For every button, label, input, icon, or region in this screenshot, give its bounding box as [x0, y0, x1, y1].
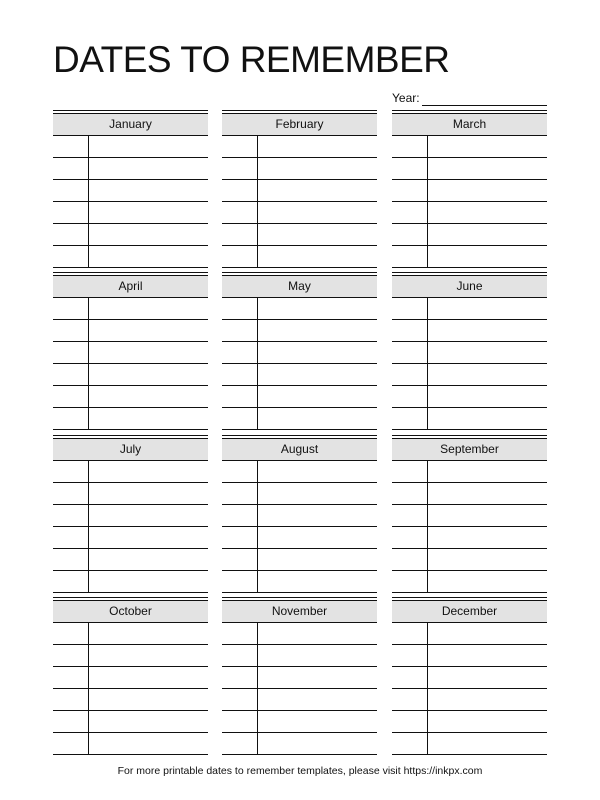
- note-cell[interactable]: [90, 246, 208, 267]
- date-cell[interactable]: [53, 180, 89, 201]
- date-cell[interactable]: [53, 320, 89, 341]
- date-cell[interactable]: [392, 483, 428, 504]
- note-cell[interactable]: [90, 461, 208, 482]
- month-block-february: [222, 113, 377, 268]
- date-row: [222, 136, 377, 158]
- date-cell[interactable]: [222, 461, 258, 482]
- month-block-december: [392, 600, 547, 755]
- note-cell[interactable]: [259, 408, 377, 429]
- date-row: [53, 158, 208, 180]
- date-row: [53, 320, 208, 342]
- date-cell[interactable]: [222, 483, 258, 504]
- date-cell[interactable]: [53, 408, 89, 429]
- note-cell[interactable]: [429, 364, 547, 385]
- date-row: [392, 202, 547, 224]
- date-row: [222, 711, 377, 733]
- date-row: [222, 549, 377, 571]
- date-cell[interactable]: [392, 711, 428, 732]
- date-row: [53, 408, 208, 430]
- month-block-october: [53, 600, 208, 755]
- date-row: [392, 549, 547, 571]
- date-row: [53, 623, 208, 645]
- date-row: [392, 527, 547, 549]
- note-cell[interactable]: [90, 571, 208, 592]
- note-cell[interactable]: [90, 364, 208, 385]
- date-cell[interactable]: [53, 733, 89, 754]
- month-header: February: [222, 113, 377, 136]
- date-row: [392, 733, 547, 755]
- date-cell[interactable]: [53, 645, 89, 666]
- note-cell[interactable]: [259, 667, 377, 688]
- note-cell[interactable]: [90, 298, 208, 319]
- month-header: July: [53, 438, 208, 461]
- month-block-september: [392, 438, 547, 593]
- note-cell[interactable]: [259, 320, 377, 341]
- note-cell[interactable]: [90, 136, 208, 157]
- month-header: May: [222, 275, 377, 298]
- date-row: [222, 483, 377, 505]
- note-cell[interactable]: [90, 733, 208, 754]
- note-cell[interactable]: [259, 549, 377, 570]
- note-cell[interactable]: [429, 386, 547, 407]
- note-cell[interactable]: [259, 505, 377, 526]
- date-row: [222, 202, 377, 224]
- note-cell[interactable]: [429, 711, 547, 732]
- note-cell[interactable]: [90, 645, 208, 666]
- note-cell[interactable]: [90, 527, 208, 548]
- date-cell[interactable]: [53, 571, 89, 592]
- note-cell[interactable]: [259, 689, 377, 710]
- date-cell[interactable]: [392, 298, 428, 319]
- date-cell[interactable]: [53, 461, 89, 482]
- note-cell[interactable]: [259, 202, 377, 223]
- note-cell[interactable]: [259, 386, 377, 407]
- date-cell[interactable]: [392, 505, 428, 526]
- note-cell[interactable]: [429, 483, 547, 504]
- date-row: [222, 224, 377, 246]
- note-cell[interactable]: [429, 246, 547, 267]
- note-cell[interactable]: [90, 386, 208, 407]
- note-cell[interactable]: [90, 483, 208, 504]
- date-cell[interactable]: [222, 733, 258, 754]
- month-block-july: [53, 438, 208, 593]
- month-block-june: [392, 275, 547, 430]
- note-cell[interactable]: [259, 645, 377, 666]
- month-block-april: [53, 275, 208, 430]
- note-cell[interactable]: [429, 224, 547, 245]
- date-row: [53, 298, 208, 320]
- date-row: [222, 320, 377, 342]
- date-row: [53, 364, 208, 386]
- note-cell[interactable]: [90, 549, 208, 570]
- date-row: [53, 571, 208, 593]
- date-cell[interactable]: [53, 483, 89, 504]
- month-header: October: [53, 600, 208, 623]
- date-row: [392, 711, 547, 733]
- month-header: November: [222, 600, 377, 623]
- date-cell[interactable]: [222, 136, 258, 157]
- date-row: [222, 408, 377, 430]
- note-cell[interactable]: [429, 733, 547, 754]
- date-cell[interactable]: [222, 408, 258, 429]
- note-cell[interactable]: [429, 505, 547, 526]
- month-header: August: [222, 438, 377, 461]
- date-row: [53, 386, 208, 408]
- date-cell[interactable]: [222, 224, 258, 245]
- date-cell[interactable]: [222, 527, 258, 548]
- date-row: [392, 246, 547, 268]
- note-cell[interactable]: [90, 158, 208, 179]
- date-cell[interactable]: [53, 158, 89, 179]
- date-row: [222, 689, 377, 711]
- date-row: [222, 623, 377, 645]
- note-cell[interactable]: [429, 571, 547, 592]
- note-cell[interactable]: [90, 180, 208, 201]
- date-row: [53, 549, 208, 571]
- note-cell[interactable]: [259, 483, 377, 504]
- date-row: [53, 342, 208, 364]
- month-block-may: [222, 275, 377, 430]
- note-cell[interactable]: [90, 320, 208, 341]
- date-row: [53, 461, 208, 483]
- date-row: [53, 505, 208, 527]
- date-cell[interactable]: [392, 320, 428, 341]
- date-cell[interactable]: [53, 505, 89, 526]
- note-cell[interactable]: [259, 224, 377, 245]
- note-cell[interactable]: [259, 733, 377, 754]
- date-cell[interactable]: [222, 623, 258, 644]
- date-cell[interactable]: [222, 645, 258, 666]
- date-cell[interactable]: [392, 461, 428, 482]
- note-cell[interactable]: [259, 364, 377, 385]
- date-row: [222, 527, 377, 549]
- date-cell[interactable]: [222, 549, 258, 570]
- date-cell[interactable]: [53, 689, 89, 710]
- note-cell[interactable]: [429, 689, 547, 710]
- date-cell[interactable]: [392, 689, 428, 710]
- note-cell[interactable]: [259, 180, 377, 201]
- note-cell[interactable]: [90, 711, 208, 732]
- date-row: [222, 180, 377, 202]
- date-row: [392, 645, 547, 667]
- date-cell[interactable]: [392, 158, 428, 179]
- date-row: [392, 689, 547, 711]
- note-cell[interactable]: [429, 623, 547, 644]
- note-cell[interactable]: [259, 136, 377, 157]
- date-cell[interactable]: [392, 180, 428, 201]
- date-row: [392, 505, 547, 527]
- note-cell[interactable]: [259, 461, 377, 482]
- date-row: [392, 571, 547, 593]
- date-cell[interactable]: [222, 711, 258, 732]
- date-row: [392, 298, 547, 320]
- date-cell[interactable]: [53, 386, 89, 407]
- date-row: [222, 461, 377, 483]
- year-field[interactable]: [392, 90, 547, 106]
- date-cell[interactable]: [53, 136, 89, 157]
- note-cell[interactable]: [90, 505, 208, 526]
- date-cell[interactable]: [222, 689, 258, 710]
- note-cell[interactable]: [429, 527, 547, 548]
- date-cell[interactable]: [222, 298, 258, 319]
- note-cell[interactable]: [429, 320, 547, 341]
- date-row: [53, 224, 208, 246]
- date-cell[interactable]: [392, 408, 428, 429]
- date-row: [222, 667, 377, 689]
- note-cell[interactable]: [90, 342, 208, 363]
- date-row: [53, 527, 208, 549]
- note-cell[interactable]: [429, 667, 547, 688]
- month-header: December: [392, 600, 547, 623]
- date-cell[interactable]: [53, 202, 89, 223]
- date-row: [53, 733, 208, 755]
- month-block-august: [222, 438, 377, 593]
- date-row: [222, 246, 377, 268]
- date-row: [53, 689, 208, 711]
- date-row: [392, 224, 547, 246]
- date-row: [222, 364, 377, 386]
- date-cell[interactable]: [53, 342, 89, 363]
- date-cell[interactable]: [53, 246, 89, 267]
- date-cell[interactable]: [222, 342, 258, 363]
- date-cell[interactable]: [53, 364, 89, 385]
- date-cell[interactable]: [53, 711, 89, 732]
- month-header: March: [392, 113, 547, 136]
- date-cell[interactable]: [392, 364, 428, 385]
- date-row: [53, 202, 208, 224]
- date-row: [392, 136, 547, 158]
- note-cell[interactable]: [429, 298, 547, 319]
- date-row: [222, 645, 377, 667]
- date-cell[interactable]: [392, 386, 428, 407]
- date-cell[interactable]: [392, 342, 428, 363]
- note-cell[interactable]: [259, 342, 377, 363]
- note-cell[interactable]: [429, 461, 547, 482]
- month-header: April: [53, 275, 208, 298]
- date-cell[interactable]: [222, 667, 258, 688]
- month-block-january: [53, 113, 208, 268]
- date-row: [222, 386, 377, 408]
- note-cell[interactable]: [259, 158, 377, 179]
- date-row: [392, 667, 547, 689]
- note-cell[interactable]: [429, 158, 547, 179]
- date-row: [392, 342, 547, 364]
- date-cell[interactable]: [392, 667, 428, 688]
- note-cell[interactable]: [90, 623, 208, 644]
- date-cell[interactable]: [53, 298, 89, 319]
- date-row: [222, 505, 377, 527]
- note-cell[interactable]: [429, 549, 547, 570]
- date-row: [222, 571, 377, 593]
- date-cell[interactable]: [222, 246, 258, 267]
- note-cell[interactable]: [90, 224, 208, 245]
- date-row: [392, 623, 547, 645]
- note-cell[interactable]: [259, 711, 377, 732]
- date-cell[interactable]: [392, 136, 428, 157]
- date-cell[interactable]: [222, 320, 258, 341]
- date-row: [392, 386, 547, 408]
- date-cell[interactable]: [392, 571, 428, 592]
- date-row: [53, 711, 208, 733]
- date-row: [392, 158, 547, 180]
- note-cell[interactable]: [429, 408, 547, 429]
- date-cell[interactable]: [222, 571, 258, 592]
- date-cell[interactable]: [222, 202, 258, 223]
- date-cell[interactable]: [53, 224, 89, 245]
- date-row: [222, 158, 377, 180]
- note-cell[interactable]: [259, 571, 377, 592]
- date-cell[interactable]: [222, 364, 258, 385]
- date-cell[interactable]: [222, 180, 258, 201]
- date-row: [392, 364, 547, 386]
- month-block-november: [222, 600, 377, 755]
- date-cell[interactable]: [392, 549, 428, 570]
- month-block-march: [392, 113, 547, 268]
- date-row: [392, 461, 547, 483]
- date-cell[interactable]: [392, 645, 428, 666]
- note-cell[interactable]: [259, 527, 377, 548]
- date-cell[interactable]: [53, 549, 89, 570]
- date-row: [392, 180, 547, 202]
- date-row: [53, 667, 208, 689]
- date-row: [222, 733, 377, 755]
- year-label: Year:: [392, 91, 420, 105]
- note-cell[interactable]: [429, 136, 547, 157]
- date-row: [53, 180, 208, 202]
- month-header: September: [392, 438, 547, 461]
- date-cell[interactable]: [392, 623, 428, 644]
- date-cell[interactable]: [53, 527, 89, 548]
- date-row: [222, 298, 377, 320]
- year-input-line[interactable]: [422, 92, 547, 106]
- note-cell[interactable]: [90, 667, 208, 688]
- date-cell[interactable]: [222, 386, 258, 407]
- date-cell[interactable]: [53, 667, 89, 688]
- date-cell[interactable]: [392, 527, 428, 548]
- date-row: [222, 342, 377, 364]
- date-row: [53, 136, 208, 158]
- date-cell[interactable]: [222, 158, 258, 179]
- note-cell[interactable]: [90, 408, 208, 429]
- date-row: [53, 483, 208, 505]
- date-cell[interactable]: [53, 623, 89, 644]
- date-row: [392, 408, 547, 430]
- footer-note: For more printable dates to remember templates, please visit https://inkpx.com: [117, 765, 483, 777]
- date-cell[interactable]: [392, 224, 428, 245]
- date-row: [53, 246, 208, 268]
- note-cell[interactable]: [429, 202, 547, 223]
- date-cell[interactable]: [392, 202, 428, 223]
- month-header: January: [53, 113, 208, 136]
- note-cell[interactable]: [259, 623, 377, 644]
- note-cell[interactable]: [429, 180, 547, 201]
- page-title: DATES TO REMEMBER: [53, 39, 450, 80]
- note-cell[interactable]: [90, 202, 208, 223]
- date-cell[interactable]: [222, 505, 258, 526]
- date-row: [392, 483, 547, 505]
- note-cell[interactable]: [429, 645, 547, 666]
- date-cell[interactable]: [392, 733, 428, 754]
- note-cell[interactable]: [90, 689, 208, 710]
- note-cell[interactable]: [259, 246, 377, 267]
- month-header: June: [392, 275, 547, 298]
- date-row: [392, 320, 547, 342]
- date-cell[interactable]: [392, 246, 428, 267]
- date-row: [53, 645, 208, 667]
- note-cell[interactable]: [429, 342, 547, 363]
- note-cell[interactable]: [259, 298, 377, 319]
